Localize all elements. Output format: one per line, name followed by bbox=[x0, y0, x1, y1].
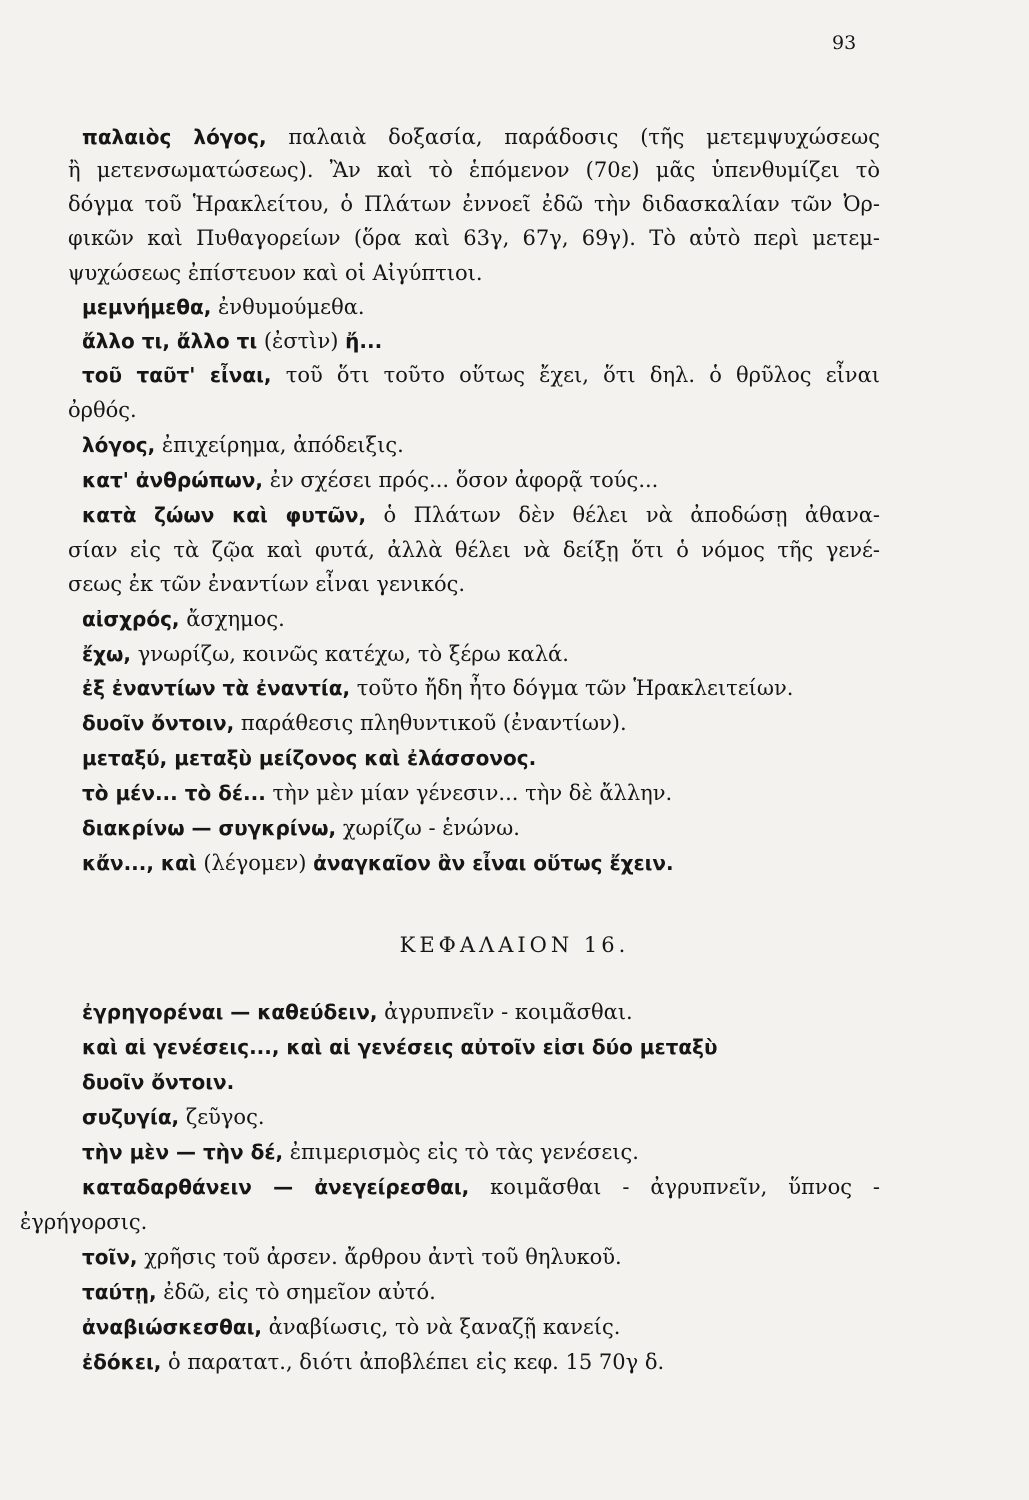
gloss: (λέγομεν) bbox=[196, 851, 314, 875]
headword: ἐδόκει, bbox=[82, 1350, 162, 1374]
entry-line bbox=[82, 1347, 880, 1377]
gloss: τὴν μὲν μίαν γένεσιν... τὴν δὲ ἄλλην. bbox=[265, 781, 673, 805]
headword: ἄλλο τι, ἄλλο τι bbox=[82, 329, 258, 353]
entry-line bbox=[68, 155, 880, 185]
entry-line bbox=[82, 604, 880, 634]
gloss: ὁ παρατατ., διότι ἀποβλέπει εἰς κεφ. 15 70γ δ. bbox=[161, 1350, 665, 1374]
headword: κατὰ ζώων καὶ φυτῶν, bbox=[82, 503, 367, 527]
headword: λόγος, bbox=[82, 433, 156, 457]
entry-line bbox=[82, 500, 880, 530]
headword: μεμνήμεθα, bbox=[82, 295, 212, 319]
gloss: ἄσχημος. bbox=[179, 607, 285, 631]
headword: κατ' ἀνθρώπων, bbox=[82, 468, 264, 492]
entry-line bbox=[20, 1207, 832, 1237]
gloss: ἐπιχείρημα, ἀπόδειξις. bbox=[155, 433, 404, 457]
entry-line bbox=[68, 223, 880, 253]
entry-line bbox=[82, 639, 880, 669]
headword: συζυγία, bbox=[82, 1105, 180, 1129]
headword: ἀναβιώσκεσθαι, bbox=[82, 1315, 262, 1339]
entry-line bbox=[82, 778, 880, 808]
entry-line bbox=[82, 1312, 880, 1342]
gloss: ψυχώσεως ἐπίστευον καὶ οἱ Αἰγύπτιοι. bbox=[68, 261, 483, 285]
entry-line bbox=[82, 430, 880, 460]
entry-line bbox=[82, 1067, 880, 1097]
gloss: ἐνθυμούμεθα. bbox=[211, 295, 365, 319]
headword: καὶ αἱ γενέσεις..., καὶ αἱ γενέσεις αὐτοῖν εἰσι δύο μεταξὺ bbox=[82, 1035, 718, 1059]
gloss: δόγμα τοῦ Ἡρακλείτου, ὁ Πλάτων ἐννοεῖ ἐδῶ τὴν διδασκαλίαν τῶν Ὀρ- bbox=[68, 192, 880, 216]
gloss: χωρίζω - ἑνώνω. bbox=[336, 816, 520, 840]
entry-line bbox=[68, 395, 880, 425]
headword: μεταξύ, μεταξὺ μείζονος καὶ ἐλάσσονος. bbox=[82, 746, 537, 770]
entry-line bbox=[82, 122, 880, 152]
headword: τοῖν, bbox=[82, 1245, 138, 1269]
headword: δυοῖν ὄντοιν, bbox=[82, 711, 235, 735]
headword: ἐξ ἐναντίων τὰ ἐναντία, bbox=[82, 676, 351, 700]
entry-line bbox=[82, 813, 880, 843]
gloss: (ἐστὶν) bbox=[257, 329, 346, 353]
gloss: παλαιὰ δοξασία, παράδοσις (τῆς μετεμψυχώσεως bbox=[266, 125, 880, 149]
entry-line bbox=[82, 1102, 880, 1132]
entry-line bbox=[82, 1032, 880, 1062]
gloss: γνωρίζω, κοινῶς κατέχω, τὸ ξέρω καλά. bbox=[131, 642, 569, 666]
gloss: ἢ μετενσωματώσεως). Ἂν καὶ τὸ ἑπόμενον (70ε) μᾶς ὑπενθυμίζει τὸ bbox=[68, 158, 880, 182]
entry-line bbox=[82, 1242, 880, 1272]
entry-line bbox=[82, 1137, 880, 1167]
headword: παλαιὸς λόγος, bbox=[82, 125, 267, 149]
gloss: ἐν σχέσει πρός... ὅσον ἀφορᾷ τούς... bbox=[263, 468, 659, 492]
gloss: κοιμᾶσθαι - ἀγρυπνεῖν, ὕπνος - bbox=[469, 1175, 880, 1199]
gloss: τοῦ ὅτι τοῦτο οὕτως ἔχει, ὅτι δηλ. ὁ θρῦλος εἶναι bbox=[271, 363, 880, 387]
entry-line bbox=[68, 189, 880, 219]
entry-line bbox=[82, 465, 880, 495]
entry-line bbox=[68, 258, 880, 288]
entry-line bbox=[82, 743, 880, 773]
entry-line bbox=[82, 1277, 880, 1307]
gloss: ἐδῶ, εἰς τὸ σημεῖον αὐτό. bbox=[156, 1280, 436, 1304]
chapter-heading: ΚΕΦΑΛΑΙΟΝ 16. bbox=[399, 933, 630, 957]
gloss: παράθεσις πληθυντικοῦ (ἐναντίων). bbox=[234, 711, 627, 735]
gloss: σεως ἐκ τῶν ἐναντίων εἶναι γενικός. bbox=[68, 572, 466, 596]
entry-line bbox=[82, 997, 880, 1027]
headword: κἄν..., καὶ bbox=[82, 851, 197, 875]
gloss: ἐγρήγορσις. bbox=[20, 1210, 148, 1234]
headword: τοῦ ταῦτ' εἶναι, bbox=[82, 363, 272, 387]
entry-line bbox=[82, 848, 880, 878]
headword: δυοῖν ὄντοιν. bbox=[82, 1070, 235, 1094]
gloss: ἐπιμερισμὸς εἰς τὸ τὰς γενέσεις. bbox=[283, 1140, 639, 1164]
headword: διακρίνω — συγκρίνω, bbox=[82, 816, 337, 840]
headword: τὴν μὲν — τὴν δέ, bbox=[82, 1140, 284, 1164]
entry-line bbox=[82, 326, 880, 356]
gloss: φικῶν καὶ Πυθαγορείων (ὅρα καὶ 63γ, 67γ, 69γ). Τὸ αὐτὸ περὶ μετεμ- bbox=[68, 226, 880, 250]
headword: τὸ μέν... τὸ δέ... bbox=[82, 781, 266, 805]
gloss: ἀγρυπνεῖν - κοιμᾶσθαι. bbox=[377, 1000, 633, 1024]
gloss: τοῦτο ἤδη ἦτο δόγμα τῶν Ἡρακλειτείων. bbox=[350, 676, 794, 700]
entry-line bbox=[82, 708, 880, 738]
entry-line bbox=[82, 673, 880, 703]
headword: ἐγρηγορέναι — καθεύδειν, bbox=[82, 1000, 378, 1024]
headword: καταδαρθάνειν — ἀνεγείρεσθαι, bbox=[82, 1175, 470, 1199]
headword: ἀναγκαῖον ἂν εἶναι οὕτως ἔχειν. bbox=[313, 851, 674, 875]
entry-line bbox=[68, 535, 880, 565]
gloss: σίαν εἰς τὰ ζῷα καὶ φυτά, ἀλλὰ θέλει νὰ δείξῃ ὅτι ὁ νόμος τῆς γενέ- bbox=[68, 538, 880, 562]
headword: ἤ... bbox=[345, 329, 383, 353]
entry-line bbox=[82, 1172, 880, 1202]
gloss: ἀναβίωσις, τὸ νὰ ξαναζῇ κανείς. bbox=[261, 1315, 621, 1339]
headword: ταύτῃ, bbox=[82, 1280, 157, 1304]
gloss: χρῆσις τοῦ ἀρσεν. ἄρθρου ἀντὶ τοῦ θηλυκοῦ. bbox=[137, 1245, 622, 1269]
entry-line bbox=[68, 569, 880, 599]
gloss: ζεῦγος. bbox=[179, 1105, 265, 1129]
headword: ἔχω, bbox=[82, 642, 132, 666]
entry-line bbox=[82, 360, 880, 390]
entry-line bbox=[82, 292, 880, 322]
headword: αἰσχρός, bbox=[82, 607, 180, 631]
gloss: ὁ Πλάτων δὲν θέλει νὰ ἀποδώσῃ ἀθανα- bbox=[366, 503, 880, 527]
page-number: 93 bbox=[832, 32, 857, 54]
gloss: ὀρθός. bbox=[68, 398, 137, 422]
